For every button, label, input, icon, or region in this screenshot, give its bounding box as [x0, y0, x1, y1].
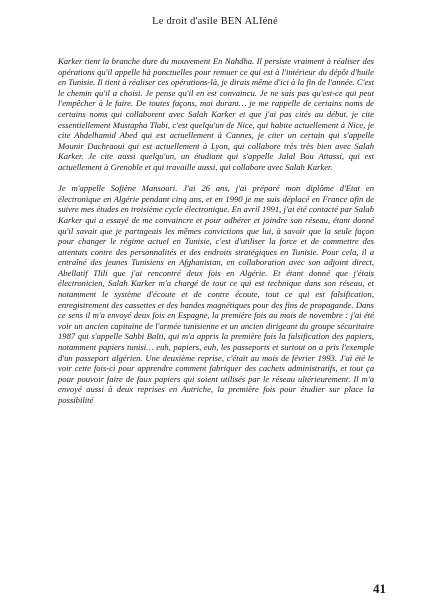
- running-header: Le droit d'asile BEN ALIéné: [152, 16, 278, 27]
- body-text: [58, 56, 374, 406]
- paragraph: Karker tient la branche dure du mouvement En Nahdha. Il persiste vraiment à réaliser des opérations qu'il appelle hà ponctuelles pour remuer ce qui est à l'intérieur du dépôt d'huile en Tunisie. Il tient à réaliser ces opérations-là, je dirais même d'ici à la fin de l'année. C'est le chemin qu'il a choisi. Je pense qu'il en est convaincu. Je ne sais pas qu'est-ce qui peut l'empêcher à le faire. De toutes façons, moi durant… je me rappelle de certains noms de certains noms qui collaborent avec Salah Karker et que j'ai pas cités au début. je cite essentiellement Mustapha Tlabi, c'est quelqu'un de Nice, qui habite actuellement à Nice, je cite Abdelhamid Abed qui est actuellement à Cannes, je citer un certain qui s'appelle Mounir Dachraoui qui est actuellement à Lyon, qui collabore très très bien avec Salah Karker. Je cite aussi quelqu'un, un étudiant qui s'appelle Jalal Bou Attassi, qui est actuellement à Grenoble et qui travaille aussi, qui collabore avec Salah Karker.: [58, 56, 374, 172]
- page-number: 41: [373, 581, 386, 596]
- paragraph: Je m'appelle Sofiène Mansouri. J'ai 26 ans, j'ai préparé mon diplôme d'Etat en électronique en Algérie pendant cinq ans, et en 1990 je me suis déplacé en France afin de suivre mes études en troisième cycle électronique. En avril 1991, j'ai été contacté par Salah Karker qui a essayé de me convaincre et pour adhérer et joindre son réseau, étant donné qu'il savait que je partageais les mêmes convictions que lui, à savoir que la seule façon pour changer le régime actuel en Tunisie, c'est d'utiliser la force et de commettre des attentats contre des personnalités et des endroits stratégiques en Tunisie. Pour cela, il a entraîné des jeunes Tunisiens en Afghanistan, en collaboration avec son adjoint direct, Abellatif Tlili que j'ai rencontré deux fois en Algérie. Et étant donné que j'étais électronicien, Salah Karker m'a chargé de tout ce qui est technique dans son réseau, et notamment le système d'écoute et de contre écoute, tout ce qui est falsification, enregistrement des cassettes et des bandes magnétiques pour des fins de propagande. Dans ce sens il m'a envoyé deux fois en Espagne, la première fois au mois de novembre : j'ai été voir un ancien capitaine de l'armée tunisienne et un ancien dirigeant du groupe sécuritaire 1987 qui s'appelle Sahbi Balti, qui m'a appris la première fois la falsification des papiers, notamment papiers tunisi… euh, papiers, euh, les passeports et surtout on a pris l'exemple d'un passeport algérien. Une deuxième reprise, c'était au mois de février 1993. J'ai été le voir cette fois-ci pour apprendre comment fabriquer des cachets administratifs, et tout ça pour pouvoir faire de faux papiers qui soient utilisés par le réseau ultérieurement. Il m'a envoyé aussi à deux reprises en Autriche, la première fois pour étudier sur place la possibilité: [58, 183, 374, 405]
